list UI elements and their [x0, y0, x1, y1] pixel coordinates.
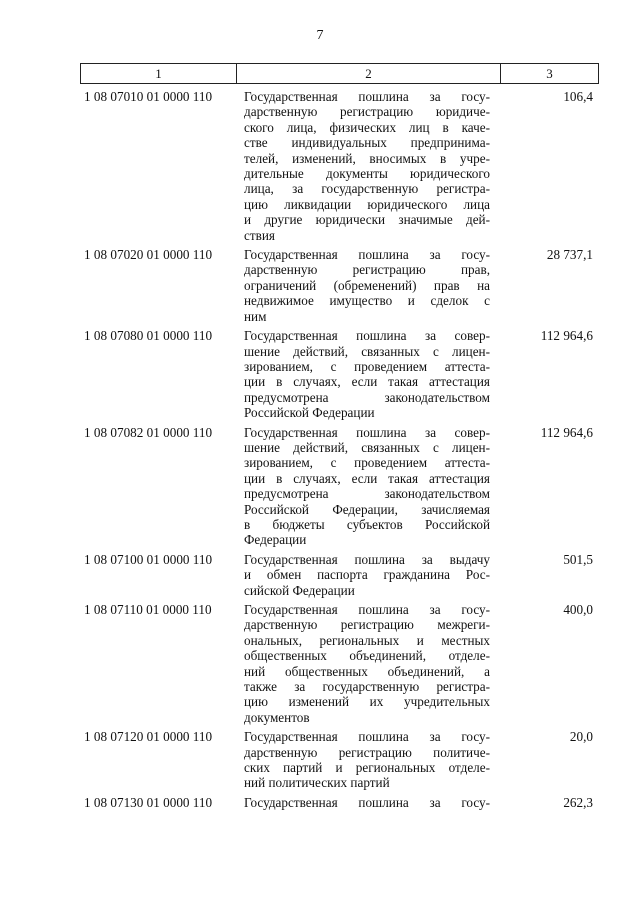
description-line: также за государственную регистра-: [244, 679, 490, 695]
header-col-2: 2: [237, 64, 501, 83]
description-line: предусмотрена законодательством: [244, 389, 490, 405]
header-col-3: 3: [546, 66, 553, 81]
description-line: Федерации: [244, 532, 307, 548]
amount: 501,5: [563, 551, 593, 567]
description-line: шение действий, связанных с лицен-: [244, 343, 490, 359]
description-line: зированием, с проведением аттеста-: [244, 455, 490, 471]
description-line: ского лица, физических лиц в каче-: [244, 119, 490, 135]
description-line: лица, за государственную регистра-: [244, 181, 490, 197]
description-line: цию ликвидации юридического лица: [244, 196, 490, 212]
table-row: [84, 729, 596, 791]
description-line: Государственная пошлина за совер-: [244, 424, 490, 440]
description-line: Российской Федерации, зачисляемая: [244, 501, 490, 517]
description-line: ции в случаях, если такая аттестация: [244, 470, 490, 486]
description-line: стве индивидуальных предпринима-: [244, 135, 490, 151]
description-line: дарственную регистрацию юридиче-: [244, 104, 490, 120]
budget-code: 1 08 07080 01 0000 110: [84, 328, 213, 344]
description-line: предусмотрена законодательством: [244, 486, 490, 502]
amount: 262,3: [563, 794, 593, 810]
description-line: Государственная пошлина за совер-: [244, 328, 490, 344]
budget-code: 1 08 07120 01 0000 110: [84, 729, 213, 745]
table-row: [84, 247, 596, 324]
description-line: ции в случаях, если такая аттестация: [244, 374, 490, 390]
description: [244, 328, 490, 420]
amount: 400,0: [563, 602, 593, 617]
description: [244, 729, 490, 791]
description-line: в бюджеты субъектов Российской: [244, 516, 490, 532]
description-line: Государственная пошлина за госу-: [244, 794, 490, 810]
budget-code: 1 08 07020 01 0000 110: [84, 247, 213, 263]
description-line: дительные документы юридического: [244, 166, 490, 182]
description-line: ограничений (обременений) прав на: [244, 277, 490, 293]
table-row: [84, 795, 596, 810]
description-line: общественных объединений, отделе-: [244, 648, 490, 664]
amount: 112 964,6: [540, 424, 593, 440]
description-line: Государственная пошлина за госу-: [244, 602, 490, 617]
description-line: ний политических партий: [244, 775, 390, 791]
description-line: Государственная пошлина за госу-: [244, 89, 490, 104]
amount: 112 964,6: [540, 328, 593, 344]
budget-code: 1 08 07110 01 0000 110: [84, 602, 212, 617]
description-line: дарственную регистрацию межреги-: [244, 617, 490, 633]
table-header: [80, 63, 599, 84]
description-line: и другие юридически значимые дей-: [244, 212, 490, 228]
description-line: цию изменений их учредительных: [244, 694, 490, 710]
page-number: 7: [316, 28, 324, 43]
amount: 106,4: [563, 89, 593, 104]
table-row: [84, 602, 596, 725]
budget-code: 1 08 07100 01 0000 110: [84, 551, 213, 567]
header-col-1: 1: [81, 64, 237, 83]
description: [244, 89, 490, 243]
description: [244, 247, 490, 324]
table-row: [84, 552, 596, 598]
amount: 20,0: [569, 729, 593, 745]
description-line: зированием, с проведением аттеста-: [244, 358, 490, 374]
table-row: [84, 425, 596, 548]
description-line: Российской Федерации: [244, 405, 375, 421]
budget-code: 1 08 07082 01 0000 110: [84, 424, 213, 440]
description-line: сийской Федерации: [244, 582, 355, 598]
description-line: Государственная пошлина за госу-: [244, 247, 490, 263]
description-line: и обмен паспорта гражданина Рос-: [244, 567, 490, 583]
description-line: ний общественных объединений, а: [244, 663, 490, 679]
table-row: [84, 89, 596, 243]
description-line: дарственную регистрацию прав,: [244, 262, 490, 278]
description-line: недвижимое имущество и сделок с: [244, 293, 490, 309]
description-line: документов: [244, 709, 310, 725]
description-line: телей, изменений, вносимых в учре-: [244, 150, 490, 166]
description: [244, 552, 490, 598]
budget-code: 1 08 07130 01 0000 110: [84, 794, 213, 810]
description: [244, 425, 490, 548]
description-line: дарственную регистрацию политиче-: [244, 744, 490, 760]
description-line: ских партий и региональных отделе-: [244, 760, 490, 776]
description-line: ним: [244, 308, 267, 324]
description: [244, 795, 490, 810]
description: [244, 602, 490, 725]
description-line: ональных, региональных и местных: [244, 632, 490, 648]
description-line: шение действий, связанных с лицен-: [244, 439, 490, 455]
description-line: ствия: [244, 227, 275, 243]
table-body: [84, 89, 596, 814]
amount: 28 737,1: [546, 247, 593, 263]
budget-code: 1 08 07010 01 0000 110: [84, 89, 213, 104]
description-line: Государственная пошлина за госу-: [244, 729, 490, 745]
description-line: Государственная пошлина за выдачу: [244, 551, 490, 567]
table-row: [84, 328, 596, 420]
